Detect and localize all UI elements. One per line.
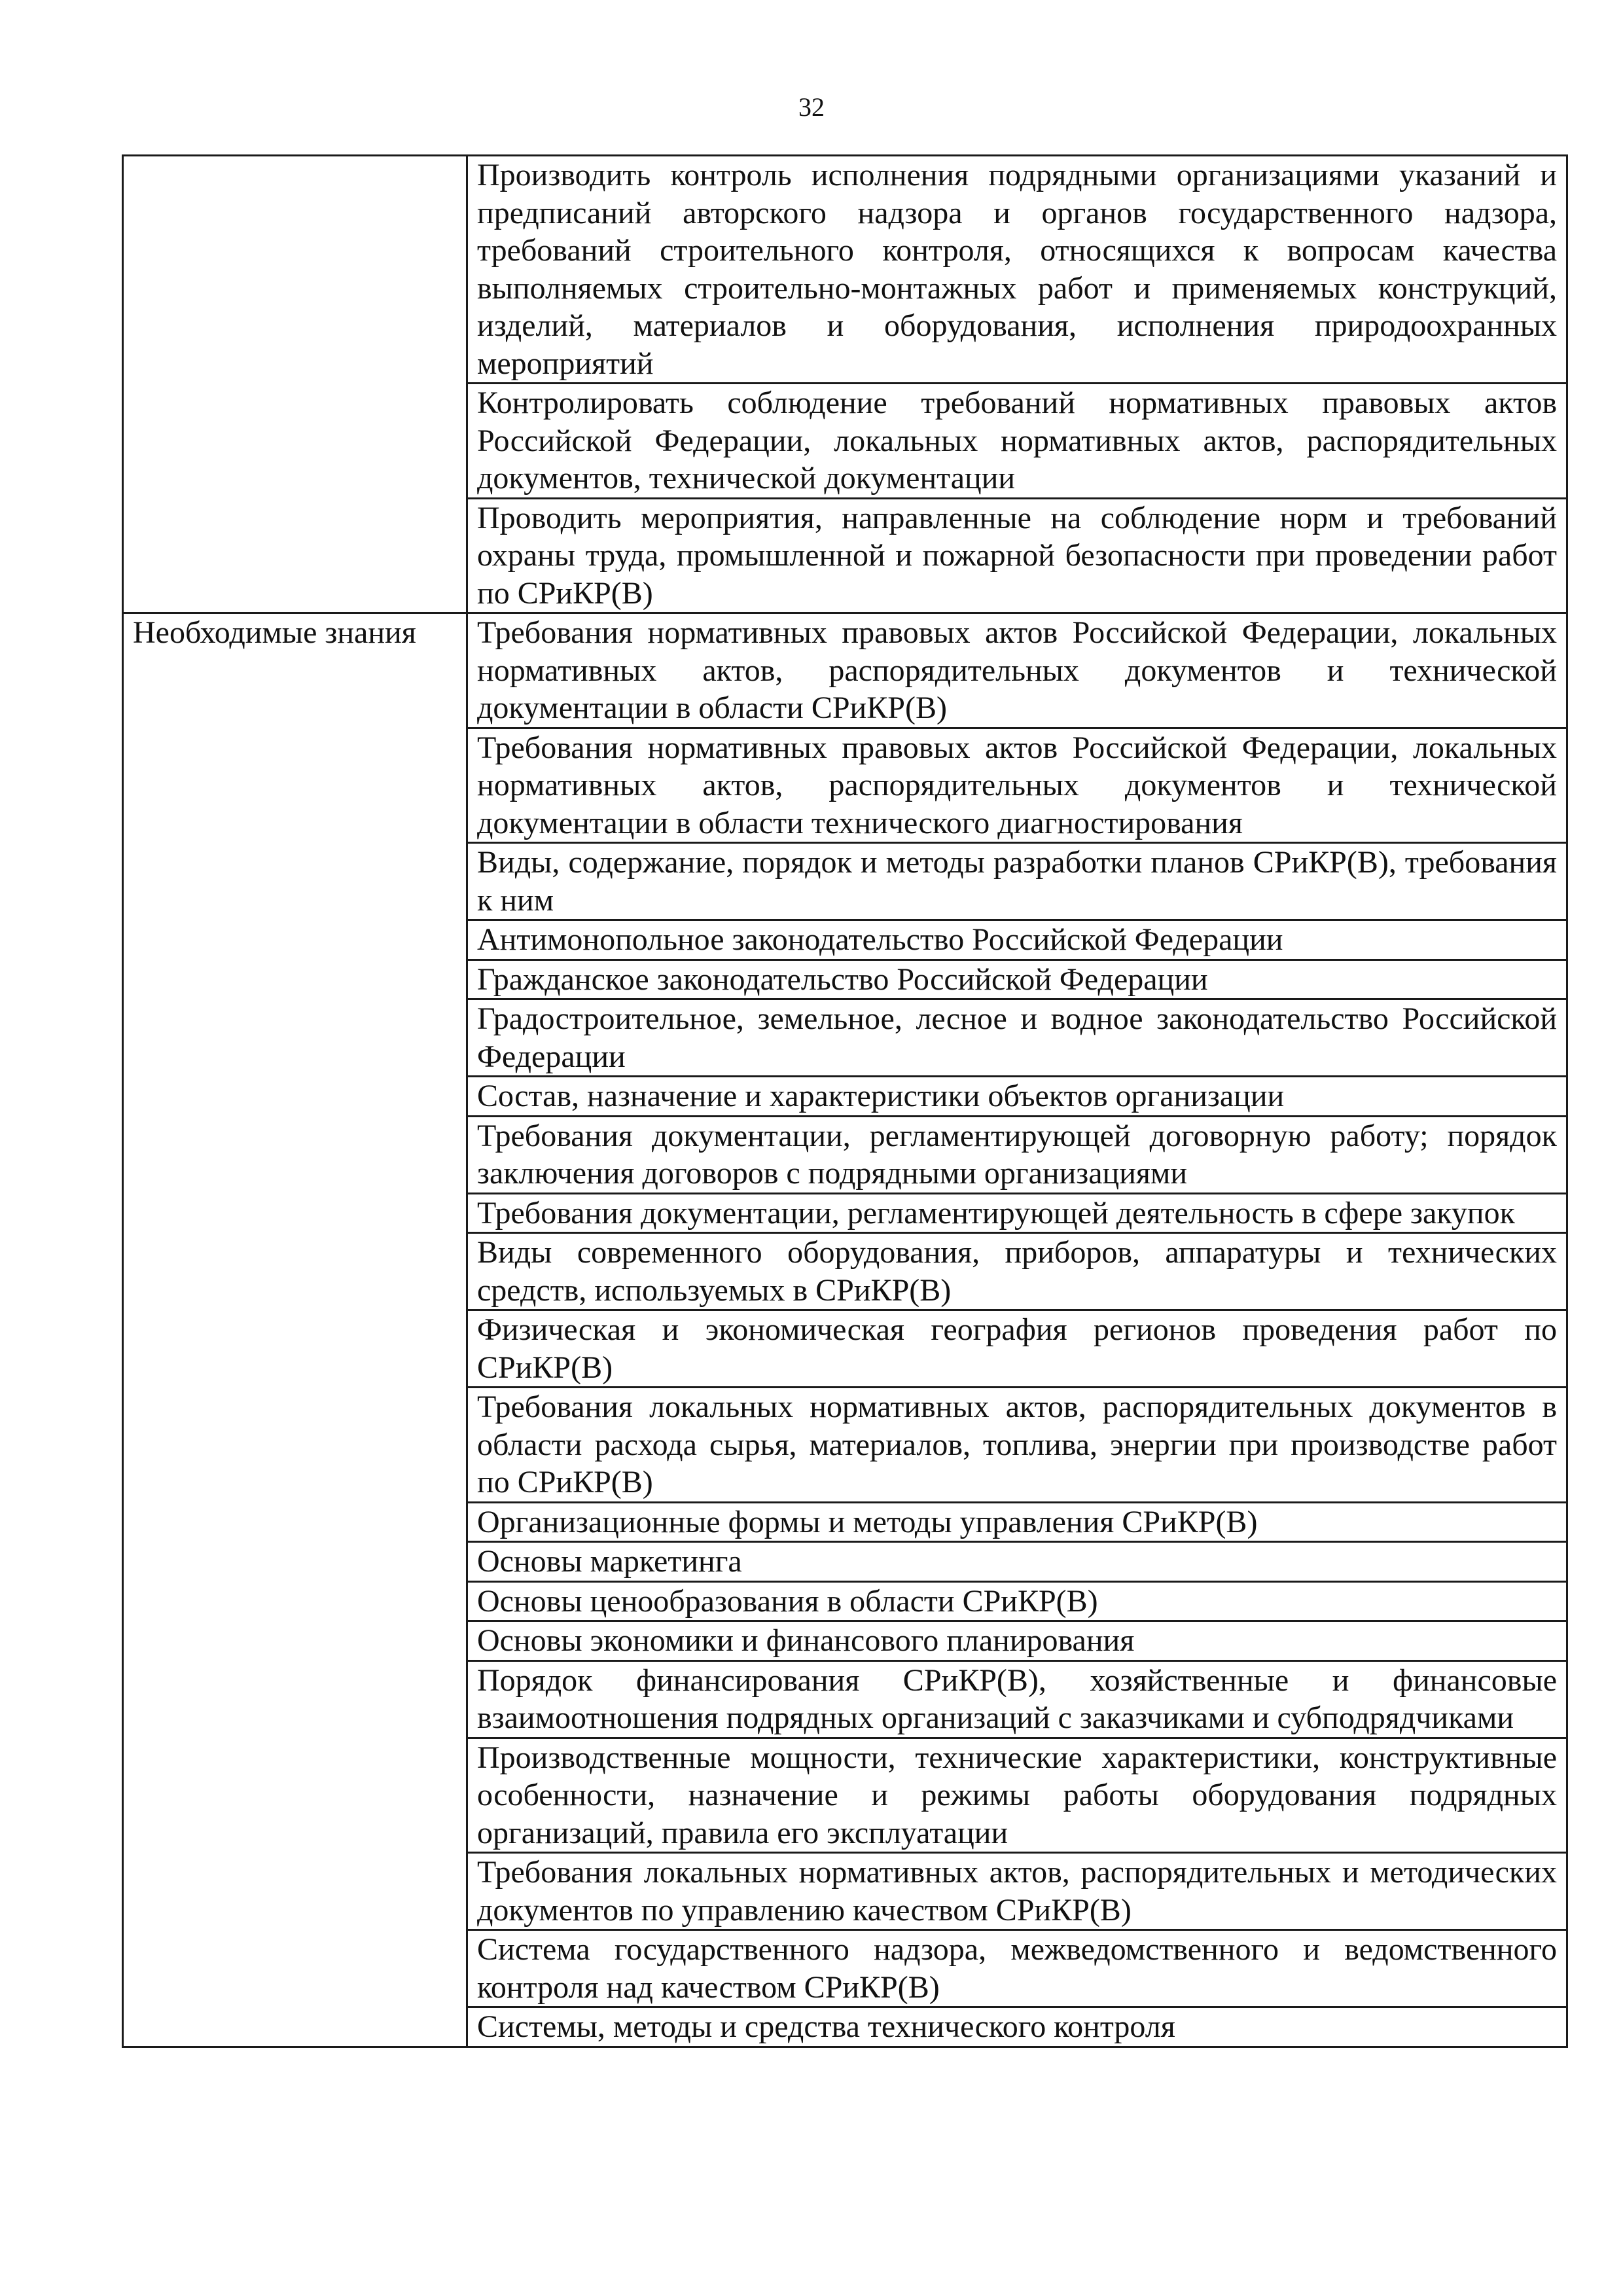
requirement-cell: Основы экономики и финансового планирования — [467, 1621, 1567, 1661]
requirement-cell: Градостроительное, земельное, лесное и водное законодательство Российской Федерации — [467, 999, 1567, 1077]
requirement-cell: Проводить мероприятия, направленные на соблюдение норм и требований охраны труда, промышленной и пожарной безопасности при проведении работ по СРиКР(В) — [467, 498, 1567, 613]
requirement-cell: Виды современного оборудования, приборов, аппаратуры и технических средств, используемых в СРиКР(В) — [467, 1233, 1567, 1310]
requirement-cell: Порядок финансирования СРиКР(В), хозяйственные и финансовые взаимоотношения подрядных организаций с заказчиками и субподрядчиками — [467, 1660, 1567, 1738]
requirement-cell: Производить контроль исполнения подрядными организациями указаний и предписаний авторского надзора и органов государственного надзора, требований строительного контроля, относящихся к вопросам качества выполняемых строительно-монтажных работ и применяемых конструкций, изделий, материалов и оборудования, исполнения природоохранных мероприятий — [467, 156, 1567, 384]
requirement-cell: Виды, содержание, порядок и методы разработки планов СРиКР(В), требования к ним — [467, 843, 1567, 920]
requirement-cell: Системы, методы и средства технического контроля — [467, 2007, 1567, 2047]
requirement-cell: Требования документации, регламентирующей договорную работу; порядок заключения договоров с подрядными организациями — [467, 1116, 1567, 1193]
requirement-cell: Требования документации, регламентирующей деятельность в сфере закупок — [467, 1193, 1567, 1233]
section-label — [123, 156, 467, 613]
requirement-cell: Производственные мощности, технические характеристики, конструктивные особенности, назначение и режимы работы оборудования подрядных организаций, правила его эксплуатации — [467, 1738, 1567, 1853]
page-number: 32 — [798, 92, 825, 122]
requirement-cell: Основы маркетинга — [467, 1542, 1567, 1582]
requirement-cell: Требования локальных нормативных актов, распорядительных документов в области расхода сырья, материалов, топлива, энергии при производстве работ по СРиКР(В) — [467, 1388, 1567, 1503]
requirement-cell: Требования локальных нормативных актов, распорядительных и методических документов по управлению качеством СРиКР(В) — [467, 1853, 1567, 1930]
requirement-cell: Контролировать соблюдение требований нормативных правовых актов Российской Федерации, локальных нормативных актов, распорядительных документов, технической документации — [467, 384, 1567, 499]
requirement-cell: Организационные формы и методы управления СРиКР(В) — [467, 1502, 1567, 1542]
table-row — [123, 613, 1567, 728]
requirement-cell: Антимонопольное законодательство Российской Федерации — [467, 920, 1567, 960]
requirement-cell: Основы ценообразования в области СРиКР(В) — [467, 1581, 1567, 1621]
requirement-cell: Гражданское законодательство Российской Федерации — [467, 960, 1567, 999]
requirements-table — [122, 154, 1568, 2048]
section-label: Необходимые знания — [123, 613, 467, 2047]
requirement-cell: Система государственного надзора, межведомственного и ведомственного контроля над качеством СРиКР(В) — [467, 1930, 1567, 2007]
requirement-cell: Требования нормативных правовых актов Российской Федерации, локальных нормативных актов, распорядительных документов и технической документации в области СРиКР(В) — [467, 613, 1567, 728]
table-body — [123, 156, 1567, 2047]
table-row — [123, 156, 1567, 384]
requirement-cell: Состав, назначение и характеристики объектов организации — [467, 1077, 1567, 1117]
requirement-cell: Физическая и экономическая география регионов проведения работ по СРиКР(В) — [467, 1310, 1567, 1388]
requirement-cell: Требования нормативных правовых актов Российской Федерации, локальных нормативных актов, распорядительных документов и технической документации в области технического диагностирования — [467, 728, 1567, 843]
